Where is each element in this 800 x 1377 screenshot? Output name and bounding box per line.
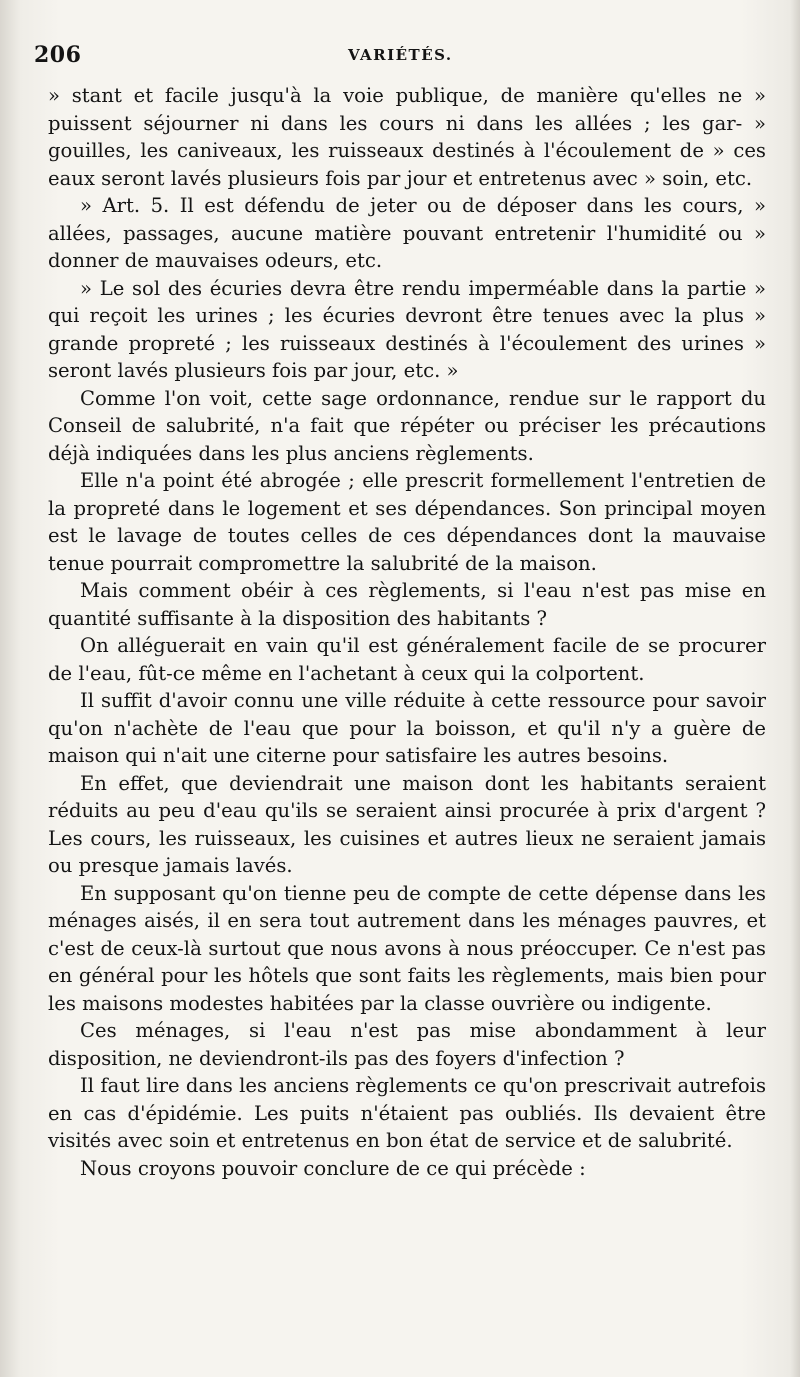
- running-head: VARIÉTÉS.: [348, 46, 453, 64]
- paragraph-13: Nous croyons pouvoir conclure de ce qui précède :: [80, 1156, 586, 1180]
- paragraph-8: Il suffit d'avoir connu une ville réduite à cette ressource pour savoir qu'on n'achète de l'eau que pour la boisson, et qu'il n'y a guère de maison qui n'ait une citerne pour satisfaire les autres besoins.: [48, 689, 766, 767]
- paragraph-7: On alléguerait en vain qu'il est généralement facile de se procurer de l'eau, fût-ce même en l'achetant à ceux qui la colportent.: [48, 634, 766, 685]
- paragraph-4: Comme l'on voit, cette sage ordonnance, rendue sur le rapport du Conseil de salubrité, n'a fait que répéter ou préciser les précautions déjà indiquées dans les plus anciens règlements.: [48, 386, 766, 465]
- paragraph-12: Il faut lire dans les anciens règlements ce qu'on prescrivait autrefois en cas d'épidémie. Les puits n'étaient pas oubliés. Ils devaient être visités avec soin et entretenus en bon état de service et de salubrité.: [48, 1074, 766, 1152]
- paragraph-quote-2: » Art. 5. Il est défendu de jeter ou de déposer dans les cours, » allées, passages, aucune matière pouvant entretenir l'humidité ou » donner de mauvaises odeurs, etc.: [48, 194, 766, 272]
- paragraph-6: Mais comment obéir à ces règlements, si l'eau n'est pas mise en quantité suffisante à la disposition des habitants ?: [48, 579, 766, 630]
- paragraph-quote-3: » Le sol des écuries devra être rendu imperméable dans la partie » qui reçoit les urines ; les écuries devront être tenues avec la plus » grande propreté ; les ruisseaux destinés à l'écoulement des urines » seront lavés plusieurs fois par jour, etc. »: [48, 276, 766, 382]
- paragraph-quote-1: » stant et facile jusqu'à la voie publique, de manière qu'elles ne » puissent séjourner ni dans les cours ni dans les allées ; les gar- » gouilles, les caniveaux, les ruisseaux destinés à l'écoulement de » ces eaux seront lavés plusieurs fois par jour et entretenus avec » soin, etc.: [48, 84, 766, 190]
- paragraph-10: En supposant qu'on tienne peu de compte de cette dépense dans les ménages aisés, il en sera tout autrement dans les ménages pauvres, et c'est de ceux-là surtout que nous avons à nous préoccuper. Ce n'est pas en général pour les hôtels que sont faits les règlements, mais bien pour les maisons modestes habitées par la classe ouvrière ou indigente.: [48, 881, 766, 1015]
- paragraph-11: Ces ménages, si l'eau n'est pas mise abondamment à leur disposition, ne deviendront-ils pas des foyers d'infection ?: [48, 1019, 766, 1070]
- body-text: [48, 82, 766, 1182]
- paragraph-9: En effet, que deviendrait une maison dont les habitants seraient réduits au peu d'eau qu'ils se seraient ainsi procurée à prix d'argent ? Les cours, les ruisseaux, les cuisines et autres lieux ne seraient jamais ou presque jamais lavés.: [48, 771, 766, 877]
- page-number: 206: [34, 42, 82, 68]
- paragraph-5: Elle n'a point été abrogée ; elle prescrit formellement l'entretien de la propreté dans le logement et ses dépendances. Son principal moyen est le lavage de toutes celles de ces dépendances dont la mauvaise tenue pourrait compromettre la salubrité de la maison.: [48, 469, 766, 575]
- page-header: [34, 36, 766, 70]
